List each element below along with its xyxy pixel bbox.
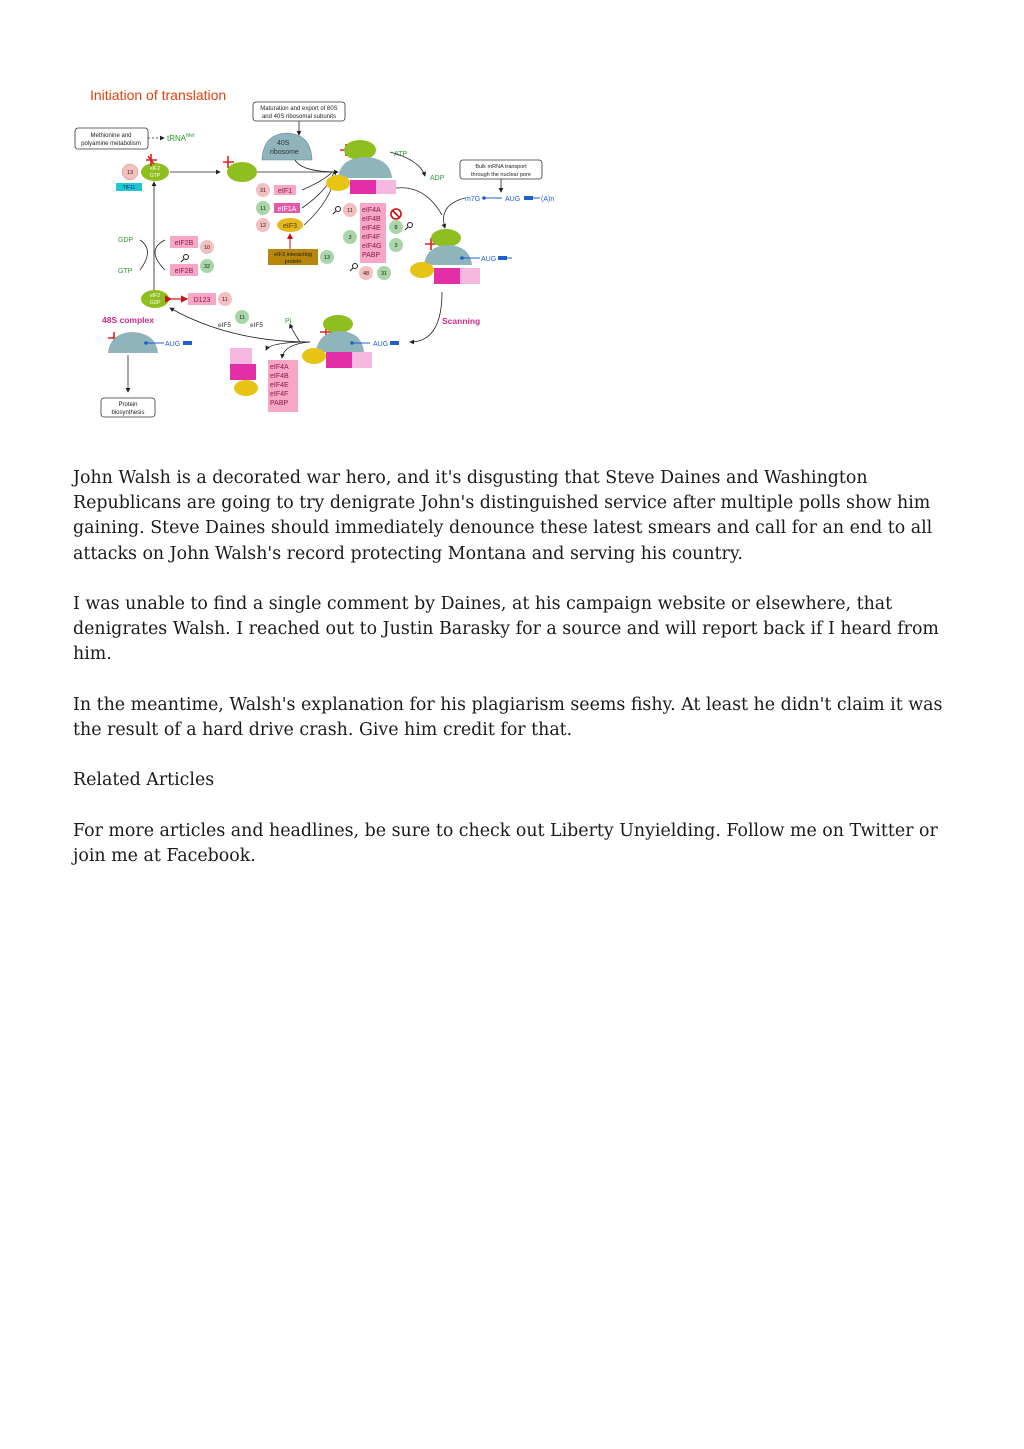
svg-text:through the nuclear pore: through the nuclear pore [471, 172, 531, 178]
related-articles-heading: Related Articles [73, 770, 215, 791]
svg-text:eIF1: eIF1 [277, 188, 293, 195]
svg-text:Protein: Protein [118, 402, 138, 408]
mrna-molecule [465, 196, 554, 203]
article-paragraph: For more articles and headlines, be sure to check out Liberty Unyielding. Follow me on Twitter or join me at Facebook. [73, 820, 938, 866]
eif2b-recycling [118, 236, 214, 276]
eif2-gtp-complex [116, 163, 169, 191]
svg-text:(A)n: (A)n [541, 196, 555, 203]
svg-text:13: 13 [126, 170, 134, 176]
svg-text:AUG: AUG [165, 341, 181, 348]
svg-text:12: 12 [259, 223, 267, 229]
svg-text:31: 31 [380, 271, 388, 277]
svg-text:Pi: Pi [285, 318, 292, 325]
svg-text:PABP: PABP [362, 252, 381, 259]
svg-text:eIF3: eIF3 [282, 223, 298, 230]
article-paragraph: In the meantime, Walsh's explanation for his plagiarism seems fishy. At least he didn't claim it was the result of a hard drive crash. Give him credit for that. [73, 694, 943, 740]
protein-biosynthesis-box [101, 398, 155, 417]
svg-text:11: 11 [347, 208, 353, 214]
eif2-gdp-d123 [141, 290, 232, 308]
svg-text:eIF3 interacting: eIF3 interacting [274, 252, 312, 258]
scanning-label: Scanning [442, 316, 481, 326]
svg-text:Methionine and: Methionine and [90, 133, 132, 139]
svg-text:3: 3 [348, 235, 352, 241]
svg-text:and 40S ribosomal subunits: and 40S ribosomal subunits [261, 114, 337, 120]
svg-text:eIF4F: eIF4F [362, 234, 381, 241]
svg-text:eIF5: eIF5 [250, 322, 264, 329]
article-body [73, 466, 953, 894]
svg-text:AUG: AUG [505, 196, 521, 203]
svg-text:13: 13 [323, 255, 331, 261]
svg-text:31: 31 [259, 188, 267, 194]
svg-text:eIF4F: eIF4F [270, 391, 289, 398]
svg-text:ribosome: ribosome [270, 149, 299, 156]
ternary-complex [227, 162, 257, 182]
initiation-complex-80s [302, 315, 399, 368]
bulk-mrna-box [460, 160, 542, 179]
svg-text:GDP: GDP [118, 237, 134, 244]
eif1-eif1a-eif3 [256, 183, 334, 265]
translation-initiation-diagram [70, 80, 560, 425]
svg-text:eIF4G: eIF4G [362, 243, 382, 250]
svg-text:11: 11 [239, 315, 245, 321]
svg-text:48: 48 [362, 271, 370, 277]
svg-text:eIF2B: eIF2B [174, 268, 194, 275]
svg-text:eIF4A: eIF4A [270, 364, 289, 371]
svg-text:eIF4A: eIF4A [362, 207, 381, 214]
svg-text:eIF4E: eIF4E [270, 382, 289, 389]
svg-text:AUG: AUG [373, 341, 389, 348]
article-paragraph: I was unable to find a single comment by Daines, at his campaign website or elsewhere, that denigrates Walsh. I reached out to Justin Barasky for a source and will report back if I heard from him. [73, 594, 939, 665]
svg-text:ATP: ATP [394, 151, 408, 158]
svg-text:eIF4B: eIF4B [270, 373, 289, 380]
svg-text:11: 11 [260, 206, 266, 212]
article-paragraph: John Walsh is a decorated war hero, and it's disgusting that Steve Daines and Washington Republicans are going to try denigrate John's distinguished service after multiple polls show him gaining. Steve Daines should immediately denounce these latest smears and call for an end to all attacks on John Walsh's record protecting Montana and serving his country. [73, 468, 933, 564]
svg-text:11: 11 [222, 297, 228, 303]
svg-text:Bulk mRNA transport: Bulk mRNA transport [475, 164, 527, 170]
svg-text:m7G: m7G [465, 196, 481, 203]
svg-text:GTP: GTP [118, 268, 133, 275]
svg-text:PABP: PABP [270, 400, 289, 407]
svg-text:eIF4E: eIF4E [362, 225, 381, 232]
svg-text:protein: protein [284, 259, 302, 265]
complex-48s [102, 315, 192, 353]
svg-text:32: 32 [203, 264, 211, 270]
scanning-complex [410, 229, 512, 284]
trna-label: tRNA$^{Met}$ [167, 133, 195, 143]
svg-text:3: 3 [394, 243, 398, 249]
svg-text:eIF4B: eIF4B [362, 216, 381, 223]
released-factors [230, 348, 298, 412]
svg-text:Maturation and export of 60S: Maturation and export of 60S [260, 106, 338, 112]
svg-text:biosynthesis: biosynthesis [111, 410, 145, 416]
svg-text:10: 10 [203, 245, 211, 251]
svg-text:polyamine metabolism: polyamine metabolism [81, 141, 141, 147]
ribosome-40s [262, 133, 312, 160]
svg-text:GTP: GTP [149, 173, 161, 179]
svg-text:48S complex: 48S complex [102, 315, 154, 325]
svg-text:D123: D123 [193, 297, 211, 304]
svg-text:GDP: GDP [149, 300, 161, 306]
diagram-title: Initiation of translation [90, 87, 227, 103]
methionine-box [75, 128, 148, 149]
svg-text:TIF11: TIF11 [122, 185, 136, 191]
svg-text:eIF2B: eIF2B [174, 240, 194, 247]
preinitiation-complex-43s [326, 140, 396, 194]
svg-text:eIF1A: eIF1A [277, 206, 297, 213]
svg-text:eIF5: eIF5 [218, 322, 232, 329]
svg-text:8: 8 [394, 225, 398, 231]
svg-text:40S: 40S [277, 140, 290, 147]
svg-text:eIF2: eIF2 [149, 293, 161, 299]
svg-text:AUG: AUG [481, 256, 497, 263]
svg-text:eIF2: eIF2 [149, 166, 161, 172]
maturation-box [253, 102, 345, 121]
svg-text:ADP: ADP [430, 175, 445, 182]
